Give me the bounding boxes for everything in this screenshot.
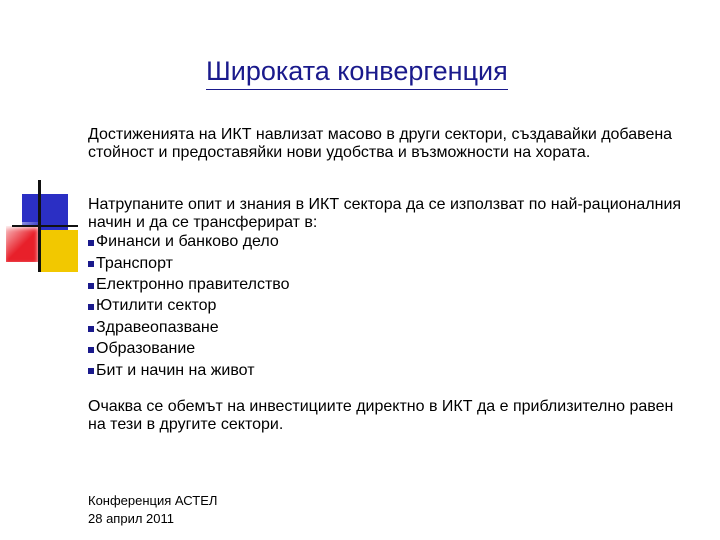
list-item [88, 231, 688, 252]
paragraph-intro-text: Достиженията на ИКТ навлизат масово в други сектори, създавайки добавена стойност и предоставяйки нови удобства и възможности на хората. [88, 126, 673, 161]
slide-footer [88, 492, 217, 528]
square-bullet-icon [88, 283, 94, 289]
square-bullet-icon [88, 368, 94, 374]
paragraph-sectors-text: Натрупаните опит и знания в ИКТ сектора да се използват по най-рационалния начин и да се трансферират в: [88, 196, 682, 231]
sector-label: Финанси и банково дело [96, 233, 279, 251]
sector-list [88, 231, 688, 381]
sector-label: Образование [96, 340, 196, 358]
sector-label: Бит и начин на живот [96, 361, 255, 379]
sector-label: Ютилити сектор [96, 297, 217, 315]
horizontal-line-decoration [12, 225, 78, 227]
square-bullet-icon [88, 347, 94, 353]
fade-overlay-decoration [0, 222, 40, 266]
sector-label: Транспорт [96, 254, 173, 272]
square-bullet-icon [88, 326, 94, 332]
paragraph-intro [88, 126, 688, 161]
list-item [88, 338, 688, 359]
yellow-square-decoration [38, 230, 78, 272]
slide-title: Широката конвергенция [206, 56, 508, 90]
paragraph-investment-text: Очаква се обемът на инвестициите директно в ИКТ да е приблизително равен на тези в другите сектори. [88, 398, 674, 433]
paragraph-sectors [88, 196, 688, 381]
paragraph-investment [88, 398, 688, 433]
square-bullet-icon [88, 304, 94, 310]
list-item [88, 253, 688, 274]
sector-label: Електронно правителство [96, 276, 290, 293]
list-item [88, 295, 688, 316]
square-bullet-icon [88, 261, 94, 267]
footer-date: 28 април 2011 [88, 511, 174, 526]
footer-conference: Конференция АСТЕЛ [88, 493, 218, 508]
list-item [88, 317, 688, 338]
list-item [88, 360, 688, 381]
list-item [88, 274, 688, 295]
sector-label: Здравеопазване [96, 318, 219, 336]
square-bullet-icon [88, 240, 94, 246]
